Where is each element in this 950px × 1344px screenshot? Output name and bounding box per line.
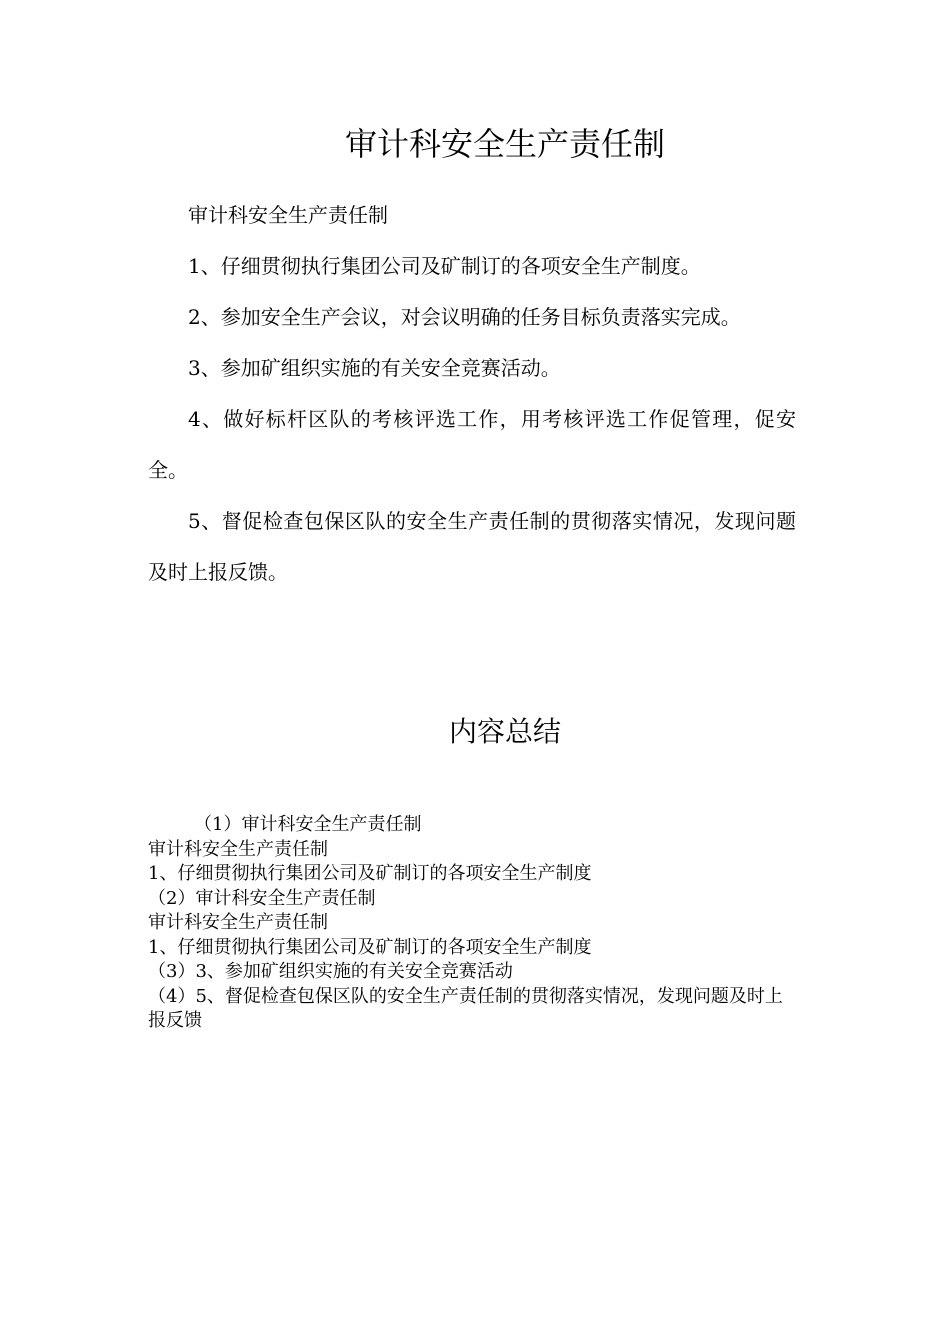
- summary-line-1: （1）审计科安全生产责任制: [194, 814, 422, 835]
- summary-title: 内容总结: [448, 715, 561, 748]
- summary-line-8: （4）5、督促检查包保区队的安全生产责任制的贯彻落实情况，发现问题及时上报反馈: [148, 985, 783, 1031]
- body-paragraph-item-1: 1、仔细贯彻执行集团公司及矿制订的各项安全生产制度。: [188, 254, 701, 278]
- body-paragraph-item-4: 4、做好标杆区队的考核评选工作，用考核评选工作促管理，促安全。: [148, 407, 796, 482]
- summary-line-7: （3）3、参加矿组织实施的有关安全竞赛活动: [148, 961, 513, 982]
- summary-line-2: 审计科安全生产责任制: [148, 838, 328, 860]
- summary-line-4: （2）审计科安全生产责任制: [148, 887, 376, 909]
- body-paragraph-item-2: 2、参加安全生产会议，对会议明确的任务目标负责落实完成。: [188, 305, 741, 329]
- body-paragraph-heading: 审计科安全生产责任制: [188, 203, 388, 227]
- summary-line-3: 1、仔细贯彻执行集团公司及矿制订的各项安全生产制度: [148, 863, 592, 884]
- document-body: [148, 190, 796, 598]
- document-title: 审计科安全生产责任制: [344, 125, 665, 163]
- body-paragraph-item-5: 5、督促检查包保区队的安全生产责任制的贯彻落实情况，发现问题及时上报反馈。: [148, 509, 796, 584]
- summary-list: [148, 813, 798, 1034]
- body-paragraph-item-3: 3、参加矿组织实施的有关安全竞赛活动。: [188, 356, 561, 380]
- summary-line-6: 1、仔细贯彻执行集团公司及矿制订的各项安全生产制度: [148, 936, 592, 958]
- summary-line-5: 审计科安全生产责任制: [148, 912, 328, 933]
